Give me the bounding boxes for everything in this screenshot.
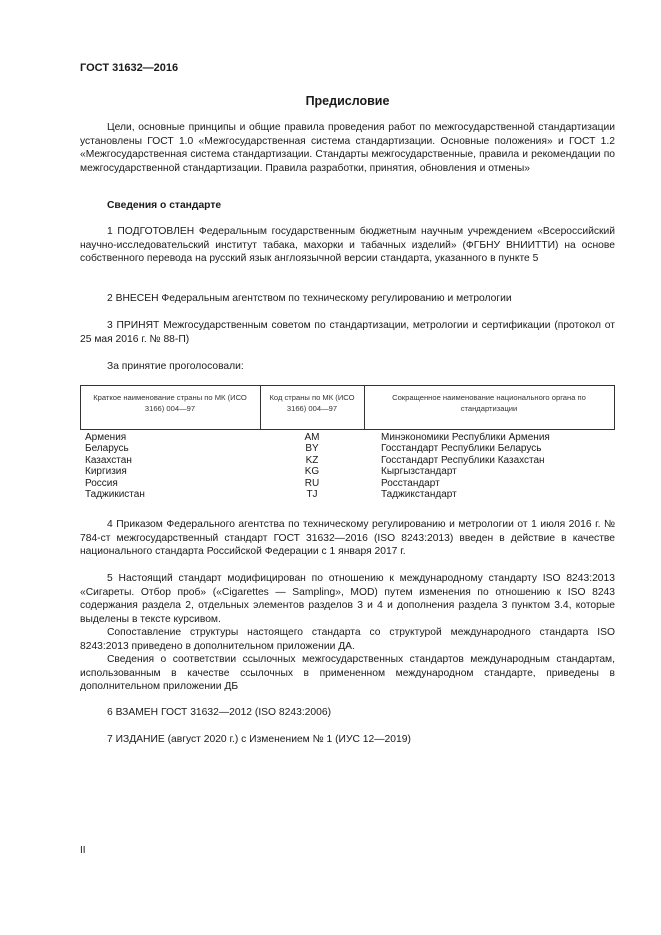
document-code: ГОСТ 31632—2016 <box>80 62 179 74</box>
table-cell: Таджикстандарт <box>381 489 457 501</box>
table-cell: Киргизия <box>85 466 127 478</box>
table-cell: AM <box>304 432 320 443</box>
page-title: Предисловие <box>305 94 390 108</box>
item-7: 7 ИЗДАНИЕ (август 2020 г.) с Изменением № 1 (ИУС 12—2019) <box>107 734 411 745</box>
table-cell: Казахстан <box>85 454 132 466</box>
table-cell: Кыргызстандарт <box>381 466 457 478</box>
item-3: 3 ПРИНЯТ Межгосударственным советом по стандартизации, метрологии и сертификации (протокол от 25 мая 2016 г. № 88-П) <box>80 320 615 345</box>
section-subheading: Сведения о стандарте <box>107 200 222 211</box>
table-header-code: Код страны по МК (ИСО 3166) 004—97 <box>269 393 355 413</box>
item-2: 2 ВНЕСЕН Федеральным агентством по техническому регулированию и метрологии <box>107 293 512 304</box>
table-col-body <box>381 432 550 500</box>
voting-table <box>80 385 615 509</box>
table-header-country: Краткое наименование страны по МК (ИСО 3166) 004—97 <box>93 393 247 413</box>
table-header-separator <box>80 429 615 430</box>
table-cell: KZ <box>305 454 319 466</box>
table-cell: TJ <box>306 489 318 501</box>
item-4: 4 Приказом Федерального агентства по техническому регулированию и метрологии от 1 июля 2016 г. № 784-ст межгосударственный стандарт ГОСТ 31632—2016 (ISO 8243:2013) введен в действие в качестве национального стандарта Российской Федерации с 1 января 2017 г. <box>80 519 615 558</box>
table-header-body: Сокращенное наименование национального органа по стандартизации <box>392 393 586 413</box>
table-cell: Минэкономики Республики Армения <box>381 432 550 443</box>
table-cell: Беларусь <box>85 443 129 455</box>
item-5-structure: Сопоставление структуры настоящего стандарта со структурой международного стандарта ISO 8243:2013 приведено в дополнительном приложении ДА. <box>80 627 615 652</box>
table-border-top <box>80 385 615 386</box>
table-cell: Росстандарт <box>381 477 440 489</box>
item-6: 6 ВЗАМЕН ГОСТ 31632—2012 (ISO 8243:2006) <box>107 707 332 718</box>
table-cell: Россия <box>85 477 118 489</box>
intro-paragraph: Цели, основные принципы и общие правила проведения работ по межгосударственной стандартизации установлены ГОСТ 1.0 «Межгосударственная система стандартизации. Основные положения» и ГОСТ 1.2 «Межгосударственная система стандартизации. Стандарты межгосударственные, правила и рекомендации по межгосударственной стандартизации. Правила разработки, принятия, обновления и отмены» <box>80 122 615 174</box>
table-cell: Армения <box>85 432 127 443</box>
page-number: II <box>80 845 86 856</box>
item-5: 5 Настоящий стандарт модифицирован по отношению к международному стандарту ISO 8243:2013 «Сигареты. Отбор проб» («Cigarettes — Sampling», MOD) путем изменения по отношению к ISO 8243 содержания раздела 2, отдельных элементов разделов 3 и 4 и дополнения раздела 3 пунктом 3.4, которые выделены в тексте курсивом. <box>80 573 615 625</box>
table-cell: Таджикистан <box>85 489 145 501</box>
item-1: 1 ПОДГОТОВЛЕН Федеральным государственным бюджетным научным учреждением «Всероссийский научно-исследовательский институт табака, махорки и табачных изделий» (ФГБНУ ВНИИТТИ) на основе собственного перевода на русский язык англоязычной версии стандарта, указанного в пункте 5 <box>80 226 615 265</box>
table-col-code <box>260 432 364 500</box>
table-cell: Госстандарт Республики Беларусь <box>381 443 542 455</box>
table-cell: Госстандарт Республики Казахстан <box>381 454 545 466</box>
voted-label: За принятие проголосовали: <box>107 361 244 372</box>
table-cell: BY <box>305 443 319 455</box>
table-col-country <box>85 432 145 500</box>
table-cell: KG <box>304 466 320 478</box>
table-cell: RU <box>304 477 320 489</box>
item-5-references: Сведения о соответствии ссылочных межгосударственных стандартов международным стандартам, использованным в качестве ссылочных в примененном международном стандарте, приведены в дополнительном приложении ДБ <box>80 654 615 693</box>
